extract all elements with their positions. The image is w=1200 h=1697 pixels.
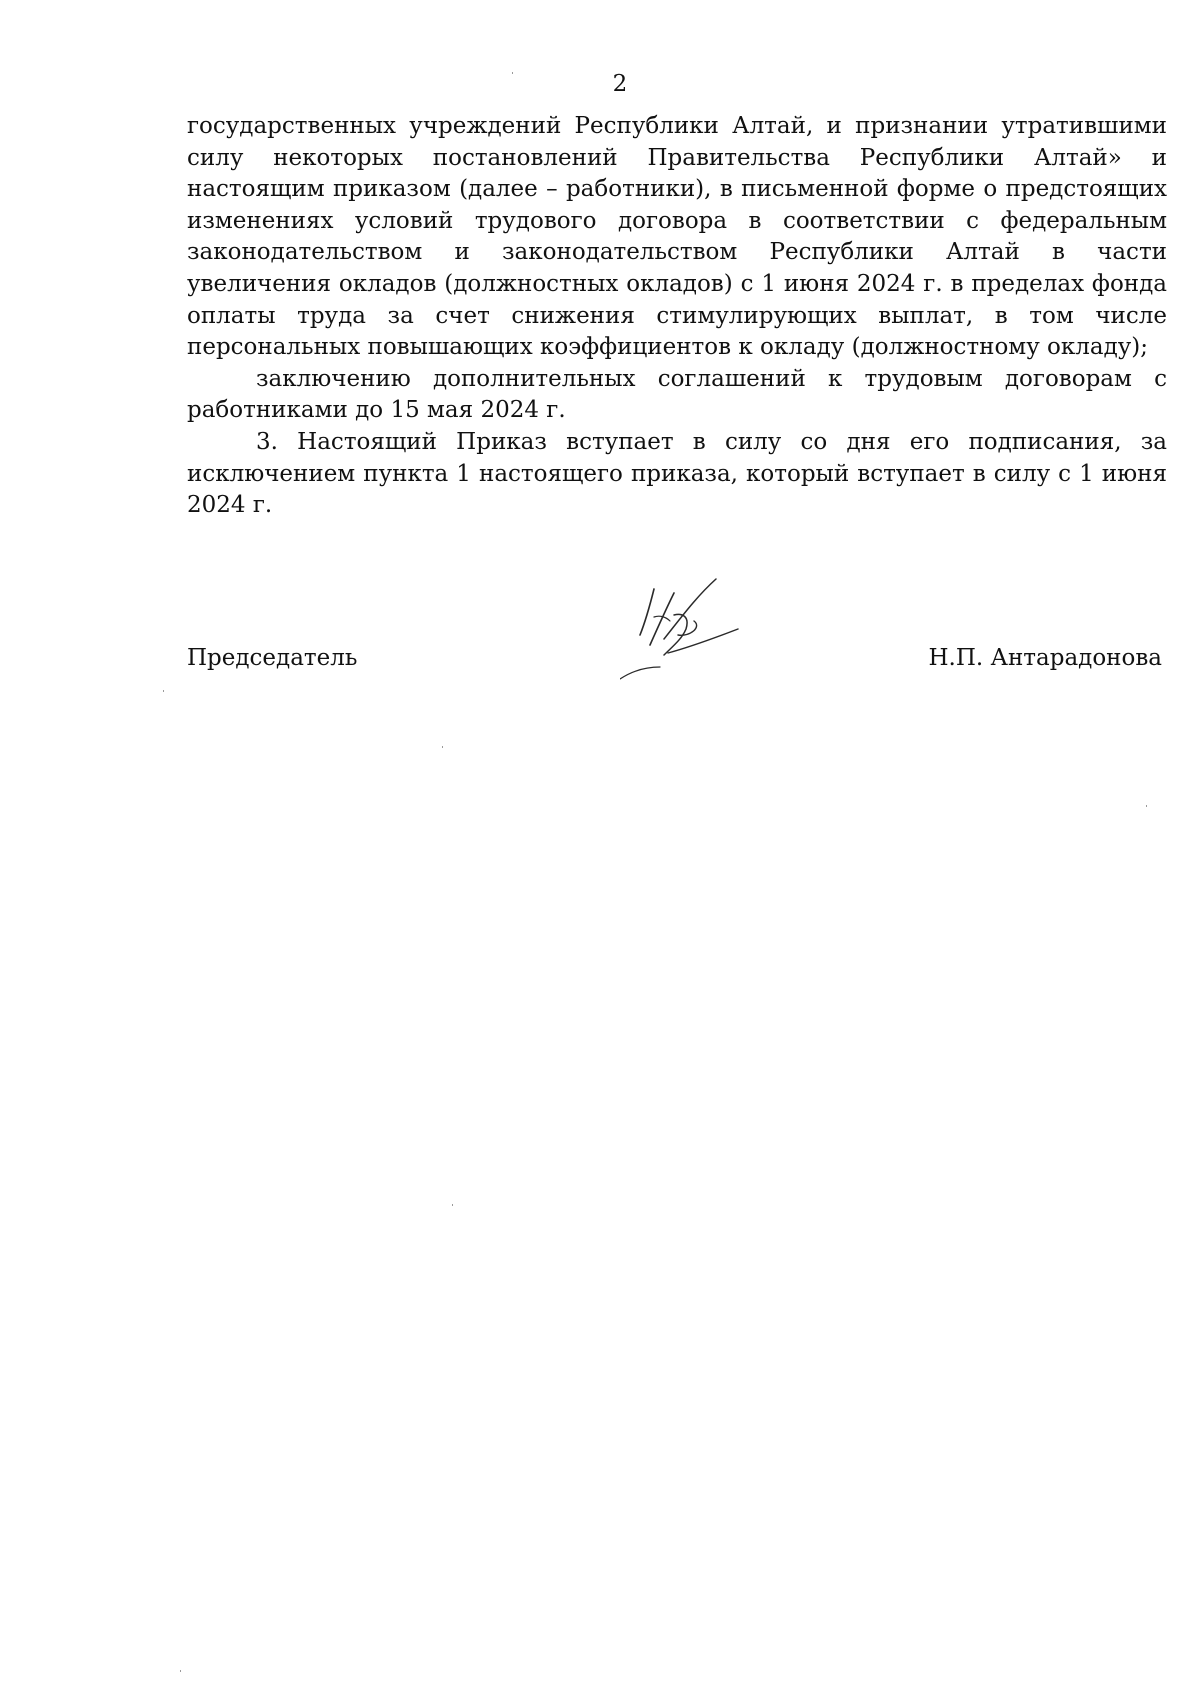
scan-speck [442,746,443,748]
scan-speck [163,690,164,692]
document-body [187,111,1167,522]
page-number: 2 [612,71,628,97]
paragraph-effective-date: 3. Настоящий Приказ вступает в силу со дня его подписания, за исключением пункта 1 настоящего приказа, который вступает в силу с 1 июня 2024 г. [187,428,1167,519]
scan-speck [1146,805,1147,807]
scan-speck [180,1670,181,1672]
handwritten-signature [620,575,780,685]
signatory-name: Н.П. Антарадонова [928,645,1162,671]
scan-speck [512,72,513,74]
paragraph-agreements: заключению дополнительных соглашений к трудовым договорам с работниками до 15 мая 2024 г. [187,365,1167,424]
signature-title: Председатель [187,645,358,671]
paragraph-continuation: государственных учреждений Республики Алтай, и признании утратившими силу некоторых постановлений Правительства Республики Алтай» и настоящим приказом (далее – работники), в письменной форме о предстоящих изменениях условий трудового договора в соответствии с федеральным законодательством и законодательством Республики Алтай в части увеличения окладов (должностных окладов) с 1 июня 2024 г. в пределах фонда оплаты труда за счет снижения стимулирующих выплат, в том числе персональных повышающих коэффициентов к окладу (должностному окладу); [187,113,1167,361]
scan-speck [452,1204,453,1206]
